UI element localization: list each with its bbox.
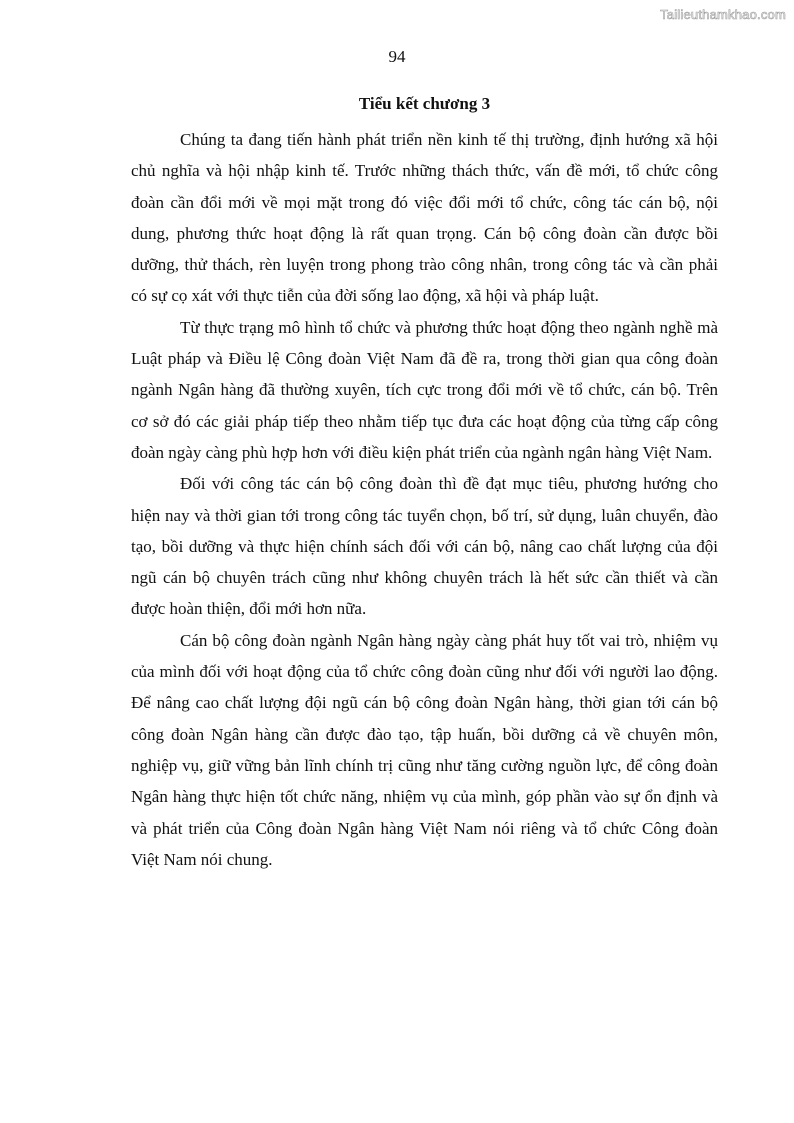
paragraph-4: Cán bộ công đoàn ngành Ngân hàng ngày càng phát huy tốt vai trò, nhiệm vụ của mình đối với hoạt động của tổ chức công đoàn cũng như đối với người lao động. Để nâng cao chất lượng đội ngũ cán bộ công đoàn Ngân hàng, thời gian tới cán bộ công đoàn Ngân hàng cần được đào tạo, tập huấn, bồi dưỡng cả về chuyên môn, nghiệp vụ, giữ vững bản lĩnh chính trị cũng như tăng cường nguồn lực, để công đoàn Ngân hàng thực hiện tốt chức năng, nhiệm vụ của mình, góp phần vào sự ổn định và và phát triển của Công đoàn Ngân hàng Việt Nam nói riêng và tổ chức Công đoàn Việt Nam nói chung. xyxy=(131,630,718,869)
watermark: Tailieuthamkhao.com xyxy=(660,7,786,22)
paragraph-3: Đối với công tác cán bộ công đoàn thì đề đạt mục tiêu, phương hướng cho hiện nay và thời gian tới trong công tác tuyển chọn, bố trí, sử dụng, luân chuyển, đào tạo, bồi dưỡng và thực hiện chính sách đối với cán bộ, nâng cao chất lượng của đội ngũ cán bộ chuyên trách cũng như không chuyên trách là hết sức cần thiết và cần được hoàn thiện, đổi mới hơn nữa. xyxy=(131,474,718,619)
paragraph-2: Từ thực trạng mô hình tổ chức và phương thức hoạt động theo ngành nghề mà Luật pháp và Điều lệ Công đoàn Việt Nam đã đề ra, trong thời gian qua công đoàn ngành Ngân hàng đã thường xuyên, tích cực trong đổi mới về tổ chức, cán bộ. Trên cơ sở đó các giải pháp tiếp theo nhằm tiếp tục đưa các hoạt động của từng cấp công đoàn ngày càng phù hợp hơn với điều kiện phát triển của ngành ngân hàng Việt Nam. xyxy=(131,317,718,462)
paragraph-1: Chúng ta đang tiến hành phát triển nền kinh tế thị trường, định hướng xã hội chủ nghĩa và hội nhập kinh tế. Trước những thách thức, vấn đề mới, tổ chức công đoàn cần đổi mới về mọi mặt trong đó việc đổi mới tổ chức, công tác cán bộ, nội dung, phương thức hoạt động là rất quan trọng. Cán bộ công đoàn cần được bồi dưỡng, thử thách, rèn luyện trong phong trào công nhân, trong công tác và cần phải có sự cọ xát với thực tiễn của đời sống lao động, xã hội và pháp luật. xyxy=(131,130,718,306)
page-number: 94 xyxy=(388,47,406,66)
document-body xyxy=(131,91,718,875)
section-title: Tiểu kết chương 3 xyxy=(358,94,491,113)
